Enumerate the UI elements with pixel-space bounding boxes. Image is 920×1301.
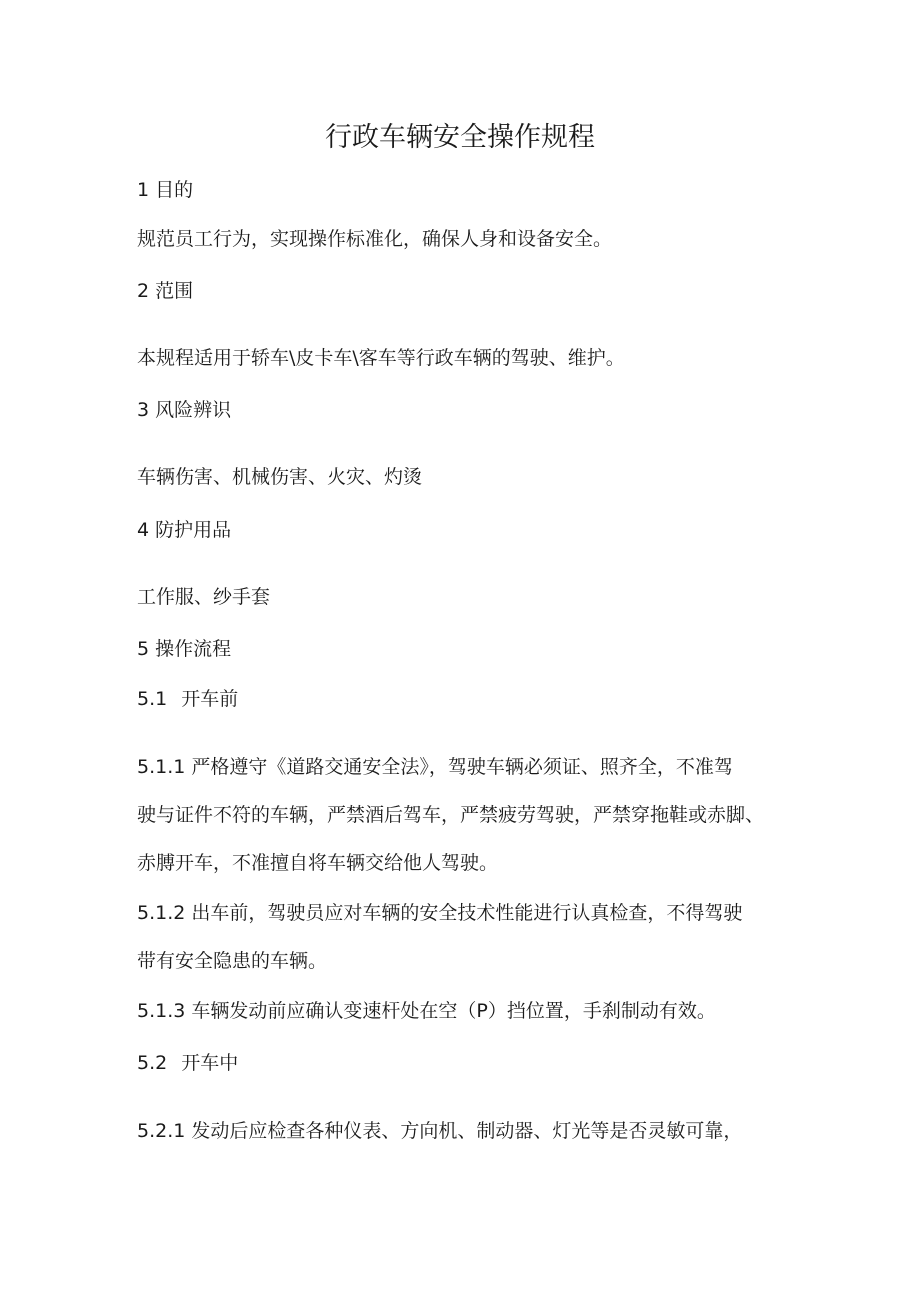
section-4-text: 工作服、纱手套 (137, 586, 271, 608)
subsection-number: 5.1 (137, 688, 168, 710)
section-2-heading: 2 范围 (137, 280, 194, 302)
subsection-title: 开车前 (181, 688, 239, 710)
section-1-text: 规范员工行为，实现操作标准化，确保人身和设备安全。 (137, 228, 613, 250)
section-2-text: 本规程适用于轿车\皮卡车\客车等行政车辆的驾驶、维护。 (137, 347, 625, 369)
subsection-number: 5.2 (137, 1052, 168, 1074)
subsection-5-2-heading (137, 1050, 238, 1076)
clause-5-1-2-line-1 (137, 900, 742, 926)
clause-number: 5.1.3 (137, 1000, 186, 1022)
section-1-heading: 1 目的 (137, 179, 194, 201)
clause-text: 车辆发动前应确认变速杆处在空（P）挡位置，手刹制动有效。 (191, 1000, 716, 1022)
clause-number: 5.1.2 (137, 902, 186, 924)
clause-number: 5.1.1 (137, 756, 186, 778)
clause-number: 5.2.1 (137, 1120, 186, 1142)
section-4-heading: 4 防护用品 (137, 519, 232, 541)
clause-5-1-1-line-3: 赤膊开车，不准擅自将车辆交给他人驾驶。 (137, 852, 499, 874)
clause-5-1-2-line-2: 带有安全隐患的车辆。 (137, 950, 328, 972)
section-5-heading: 5 操作流程 (137, 638, 232, 660)
clause-5-1-3-line-1 (137, 998, 716, 1024)
subsection-title: 开车中 (181, 1052, 239, 1074)
clause-text: 出车前，驾驶员应对车辆的安全技术性能进行认真检查，不得驾驶 (191, 902, 743, 924)
clause-5-1-1-line-2: 驶与证件不符的车辆，严禁酒后驾车，严禁疲劳驾驶，严禁穿拖鞋或赤脚、 (137, 804, 765, 826)
section-3-heading: 3 风险辨识 (137, 399, 232, 421)
section-3-text: 车辆伤害、机械伤害、火灾、灼烫 (137, 466, 423, 488)
clause-5-2-1-line-1 (137, 1118, 742, 1144)
clause-text: 发动后应检查各种仪表、方向机、制动器、灯光等是否灵敏可靠， (191, 1120, 743, 1142)
clause-5-1-1-line-1 (137, 754, 733, 780)
document-title: 行政车辆安全操作规程 (325, 122, 595, 153)
subsection-5-1-heading (137, 686, 238, 712)
clause-text: 严格遵守《道路交通安全法》，驾驶车辆必须证、照齐全，不准驾 (191, 756, 733, 778)
